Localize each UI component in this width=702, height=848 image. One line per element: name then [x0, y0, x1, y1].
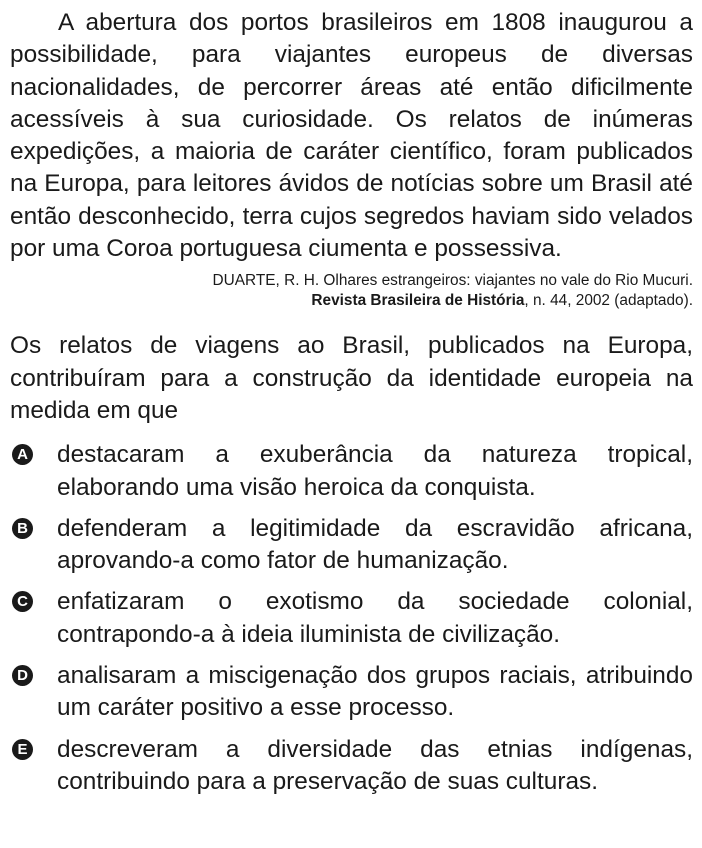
citation-line-author: DUARTE, R. H. Olhares estrangeiros: viajantes no vale do Rio Mucuri.	[212, 272, 693, 290]
option-e-text: descreveram a diversidade das etnias indígenas, contribuindo para a preservação de suas culturas.	[57, 735, 693, 795]
answer-options	[10, 439, 693, 798]
question-stem: Os relatos de viagens ao Brasil, publicados na Europa, contribuíram para a construção da identidade europeia na medida em que	[10, 332, 693, 424]
option-d-text: analisaram a miscigenação dos grupos raciais, atribuindo um caráter positivo a esse processo.	[57, 662, 693, 722]
option-d-letter-badge: D	[12, 665, 33, 686]
option-e-letter-badge: E	[12, 739, 33, 760]
citation-journal: Revista Brasileira de História	[311, 292, 525, 310]
option-c[interactable]	[10, 586, 693, 651]
option-b[interactable]	[10, 513, 693, 578]
option-a-letter-badge: A	[12, 444, 33, 465]
passage-text: A abertura dos portos brasileiros em 1808 inaugurou a possibilidade, para viajantes europeus de diversas nacionalidades, de percorrer áreas até então dificilmente acessíveis à sua curiosidade. Os relatos de inúmeras expedições, a maioria de caráter científico, foram publicados na Europa, para leitores ávidos de notícias sobre um Brasil até então desconhecido, terra cujos segredos haviam sido velados por uma Coroa portuguesa ciumenta e possessiva.	[10, 9, 693, 263]
citation	[10, 271, 693, 311]
option-b-letter-badge: B	[12, 518, 33, 539]
option-e[interactable]	[10, 734, 693, 799]
option-a[interactable]	[10, 439, 693, 504]
citation-details: , n. 44, 2002 (adaptado).	[524, 292, 693, 310]
option-a-text: destacaram a exuberância da natureza tropical, elaborando uma visão heroica da conquista.	[57, 441, 693, 501]
option-b-text: defenderam a legitimidade da escravidão africana, aprovando-a como fator de humanização.	[57, 514, 693, 575]
citation-line-source	[10, 291, 693, 311]
option-d[interactable]	[10, 660, 693, 725]
option-c-letter-badge: C	[12, 591, 33, 612]
option-c-text: enfatizaram o exotismo da sociedade colonial, contrapondo-a à ideia iluminista de civilização.	[57, 588, 693, 648]
